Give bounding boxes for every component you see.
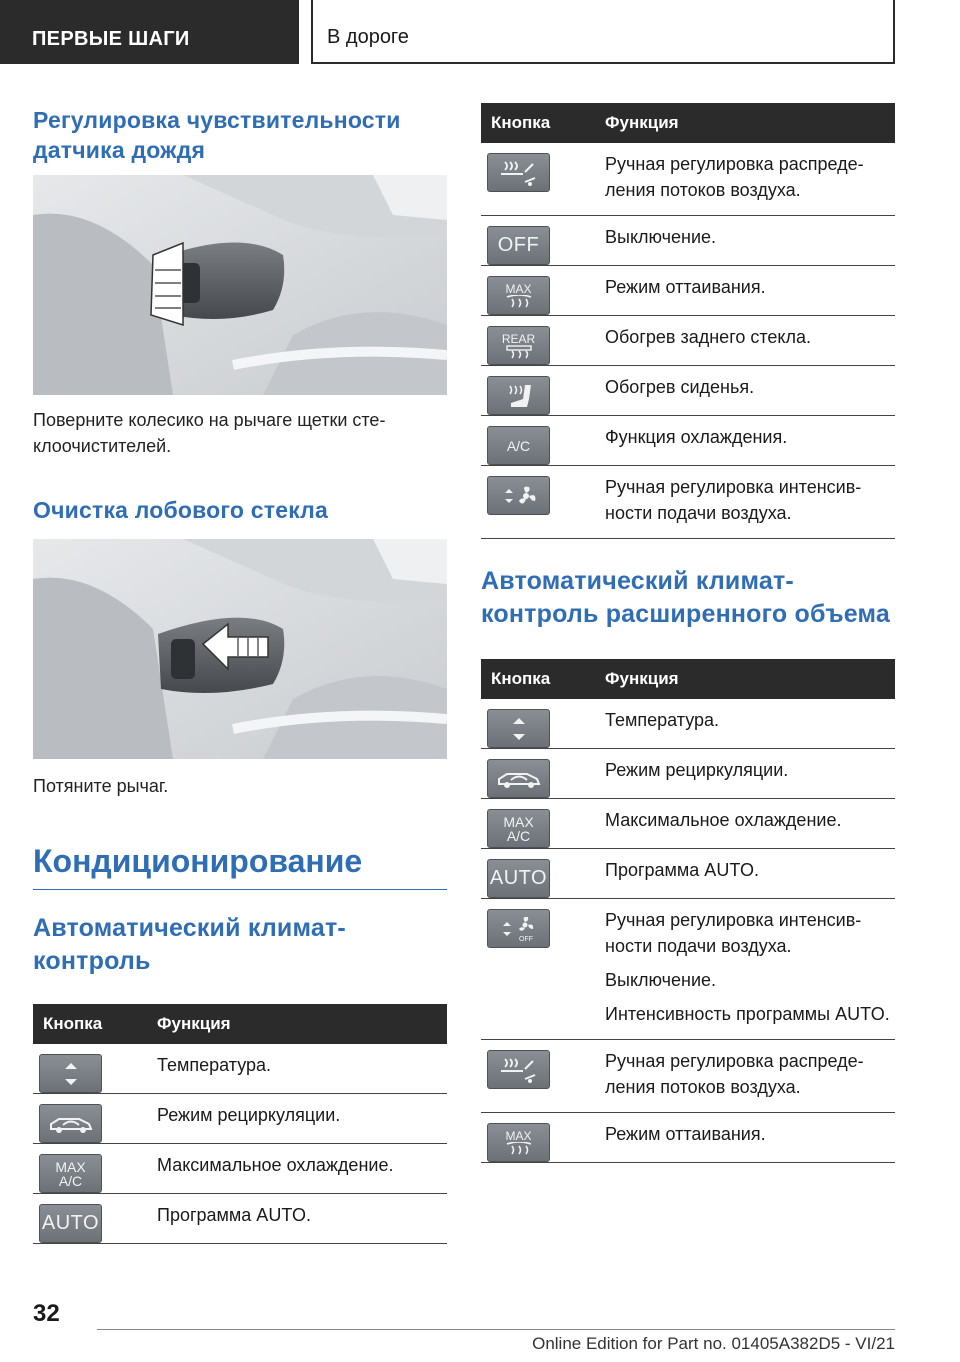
function-cell: Режим оттаивания. — [605, 1113, 895, 1163]
auto-program-icon: AUTO — [487, 859, 550, 898]
recirculation-car-icon — [39, 1104, 102, 1143]
header-chapter: В дороге — [311, 0, 895, 64]
seat-heating-icon — [487, 376, 550, 415]
function-cell: Обогрев заднего стекла. — [605, 316, 895, 366]
right-column — [481, 103, 895, 1163]
table-row — [481, 216, 895, 266]
rain-sensor-title: Регулировка чувствительности датчика дождя — [33, 107, 401, 163]
col-function-header: Функция — [605, 659, 895, 699]
function-cell: Максимальное охлаждение. — [605, 799, 895, 849]
function-line: Интенсивность программы AUTO. — [605, 1004, 890, 1024]
max-defrost-icon: MAX — [487, 1123, 550, 1162]
rain-sensor-text: Поверните колесико на рычаге щетки сте-клоочистителей. — [33, 410, 386, 456]
function-cell: Ручная регулировка распреде-ления потоков воздуха. — [605, 1040, 895, 1113]
table-row — [481, 1113, 895, 1163]
function-cell — [605, 899, 895, 1040]
table-row — [481, 849, 895, 899]
washer-title: Очистка лобового стекла — [33, 497, 328, 523]
off-icon: OFF — [487, 226, 550, 265]
ac-title: Кондиционирование — [33, 841, 447, 890]
svg-text:OFF: OFF — [518, 935, 533, 943]
table-row — [481, 799, 895, 849]
table-row — [481, 466, 895, 539]
col-button-header: Кнопка — [481, 103, 605, 143]
table-row — [481, 699, 895, 749]
ac-icon: A/C — [487, 426, 550, 465]
extended-climate-table — [481, 659, 895, 1163]
left-column — [33, 105, 447, 1244]
washer-text: Потяните рычаг. — [33, 776, 169, 796]
function-cell: Функция охлаждения. — [605, 416, 895, 466]
function-cell: Обогрев сиденья. — [605, 366, 895, 416]
fan-speed-icon — [487, 476, 550, 515]
washer-photo — [33, 539, 447, 759]
max-ac-icon: MAX A/C — [487, 809, 550, 848]
temperature-arrows-icon — [39, 1054, 102, 1093]
footer-divider — [97, 1329, 895, 1330]
col-function-header: Функция — [605, 103, 895, 143]
auto-climate-table — [33, 1004, 447, 1244]
col-button-header: Кнопка — [481, 659, 605, 699]
function-line: Ручная регулировка интенсив-ности подачи воздуха. — [605, 910, 862, 956]
table-row — [481, 749, 895, 799]
table-row — [481, 266, 895, 316]
rain-sensor-photo — [33, 175, 447, 395]
table-row — [481, 899, 895, 1040]
function-cell: Выключение. — [605, 216, 895, 266]
table-row — [33, 1094, 447, 1144]
extended-climate-title: Автоматический климат-контроль расширенного объема — [481, 567, 890, 628]
table-row — [481, 416, 895, 466]
page-number: 32 — [33, 1300, 60, 1327]
table-row — [33, 1144, 447, 1194]
table-row — [481, 1040, 895, 1113]
function-cell: Максимальное охлаждение. — [157, 1144, 447, 1194]
table-row — [481, 143, 895, 216]
climate-buttons-table — [481, 103, 895, 539]
function-cell: Режим оттаивания. — [605, 266, 895, 316]
table-row — [33, 1194, 447, 1244]
table-row — [33, 1044, 447, 1094]
recirculation-car-icon — [487, 759, 550, 798]
function-cell: Программа AUTO. — [157, 1194, 447, 1244]
function-cell: Ручная регулировка распреде-ления потоков воздуха. — [605, 143, 895, 216]
function-cell: Режим рециркуляции. — [157, 1094, 447, 1144]
header-section: ПЕРВЫЕ ШАГИ — [0, 0, 299, 64]
fan-speed-off-icon — [487, 909, 550, 948]
rear-defrost-icon: REAR — [487, 326, 550, 365]
table-row — [481, 366, 895, 416]
air-distribution-icon — [487, 1050, 550, 1089]
function-cell: Температура. — [605, 699, 895, 749]
function-line: Выключение. — [605, 970, 717, 990]
max-ac-icon: MAX A/C — [39, 1154, 102, 1193]
function-cell: Ручная регулировка интенсив-ности подачи воздуха. — [605, 466, 895, 539]
temperature-arrows-icon — [487, 709, 550, 748]
col-button-header: Кнопка — [33, 1004, 157, 1044]
footer-edition: Online Edition for Part no. 01405A382D5 - VI/21 — [532, 1334, 895, 1353]
auto-climate-title: Автоматический климат-контроль — [33, 914, 346, 975]
function-cell: Режим рециркуляции. — [605, 749, 895, 799]
table-row — [481, 316, 895, 366]
function-cell: Температура. — [157, 1044, 447, 1094]
col-function-header: Функция — [157, 1004, 447, 1044]
air-distribution-icon — [487, 153, 550, 192]
max-defrost-icon: MAX — [487, 276, 550, 315]
auto-program-icon: AUTO — [39, 1204, 102, 1243]
function-cell: Программа AUTO. — [605, 849, 895, 899]
